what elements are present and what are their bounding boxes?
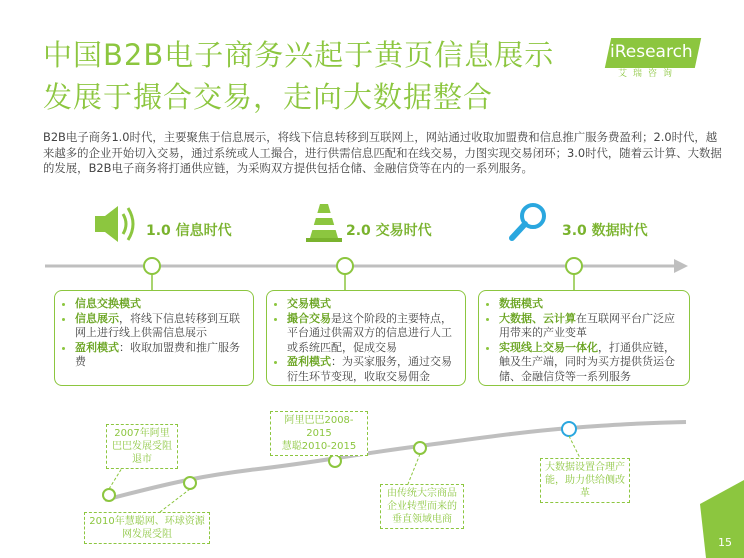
phase-label-1: 1.0 信息时代	[146, 223, 232, 239]
timeline-node-1	[144, 258, 160, 274]
phase-1-item: • 盈利模式：收取加盟费和推广服务费	[75, 341, 245, 370]
speaker-icon	[95, 206, 133, 242]
page-title-line2: 发展于撮合交易，走向大数据整合	[43, 80, 494, 114]
phase-1-item: • 信息展示，将线下信息转移到互联网上进行线上供需信息展示	[75, 312, 245, 341]
phase-2-item: • 交易模式	[287, 297, 457, 312]
phase-3-list	[487, 297, 681, 384]
logo-brand: iResearch	[610, 42, 693, 62]
traffic-cone-icon	[306, 204, 342, 242]
phase-1-item: • 信息交换模式	[75, 297, 245, 312]
curve-node-2	[184, 477, 196, 489]
timeline-node-3	[566, 258, 582, 274]
note-hc-globalsources: 2010年慧聪网、环球资源网发展受阻	[84, 512, 210, 544]
phase-1-list	[63, 297, 245, 370]
curve-node-1	[103, 489, 115, 501]
note-vertical-ecommerce: 由传统大宗商品企业转型而来的垂直领域电商	[380, 484, 464, 529]
phase-label-3: 3.0 数据时代	[562, 223, 648, 239]
note-big-data: 大数据设置合理产能，助力供给侧改革	[540, 458, 630, 503]
note-connector-4	[408, 454, 420, 484]
note-timespan	[270, 411, 368, 456]
curve-node-4	[414, 442, 426, 454]
phase-box-3	[478, 290, 690, 386]
phase-2-list	[275, 297, 457, 384]
curve-node-3	[329, 455, 341, 467]
timeline-arrowhead	[674, 259, 688, 273]
note-connector-5	[569, 436, 580, 458]
phase-3-item: • 数据模式	[499, 297, 681, 312]
phase-box-2	[266, 290, 466, 386]
note-alibaba-delisting: 2007年阿里巴巴发展受阻退市	[106, 424, 178, 469]
page-title-line1: 中国B2B电子商务兴起于黄页信息展示	[43, 38, 555, 72]
note-timespan-alibaba: 阿里巴巴2008-2015	[284, 415, 354, 439]
intro-text: B2B电子商务1.0时代，主要聚焦于信息展示，将线下信息转移到互联网上，网站通过收取加盟费和信息推广服务费盈利；2.0时代，越来越多的企业开始切入交易，通过系统或人工撮合，进行供需信息匹配和在线交易，力图实现交易闭环；3.0时代，随着云计算、大数据的发展，B2B电子商务将打通供应链，为采购双方提供包括仓储、金融信贷等在内的一系列服务。	[43, 130, 722, 175]
magnifier-icon	[512, 205, 544, 238]
page-number: 15	[718, 536, 732, 549]
timeline-node-2	[337, 258, 353, 274]
phase-2-item: • 撮合交易是这个阶段的主要特点，平台通过供需双方的信息进行人工或系统匹配，促成交易	[287, 312, 457, 356]
phase-2-item: • 盈利模式：为买家服务，通过交易衍生环节变现，收取交易佣金	[287, 355, 457, 384]
note-connector-2	[160, 489, 190, 512]
phase-3-item: • 实现线上交易一体化，打通供应链，触及生产端，同时为买方提供货运仓储、金融信贷等一系列服务	[499, 341, 681, 385]
phase-3-item: • 大数据、云计算在互联网平台广泛应用带来的产业变革	[499, 312, 681, 341]
phase-label-2: 2.0 交易时代	[346, 223, 432, 239]
phase-box-1	[54, 290, 254, 386]
logo-subtitle: 艾瑞咨询	[618, 69, 679, 79]
note-timespan-hc: 慧聪2010-2015	[281, 441, 357, 452]
curve-node-5	[562, 422, 576, 436]
